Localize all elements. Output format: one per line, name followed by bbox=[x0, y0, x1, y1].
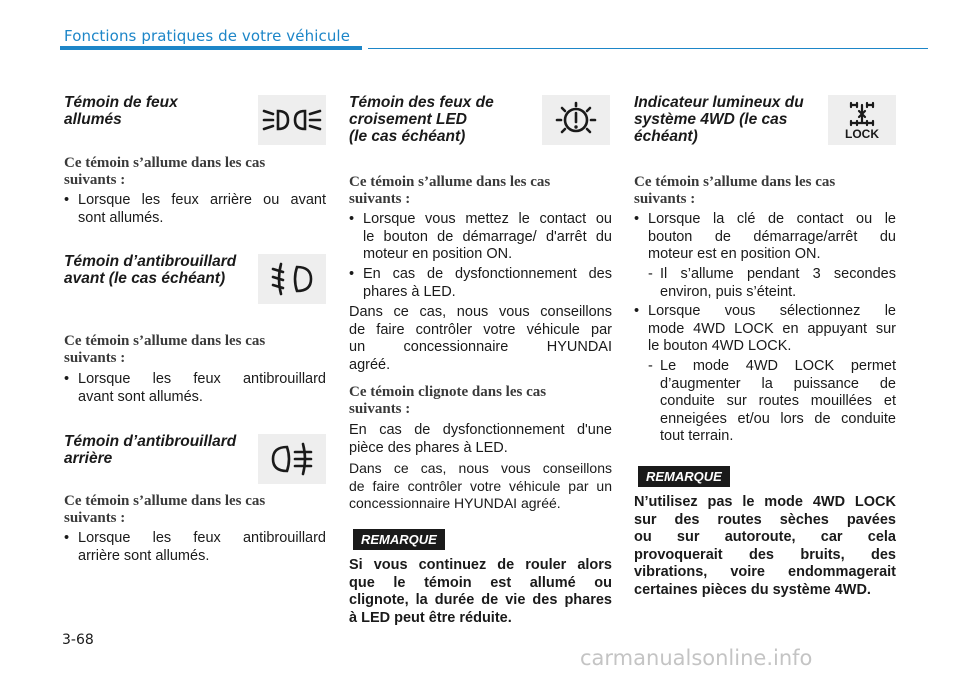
text-line: • Lorsque les feux antibrouillard bbox=[78, 371, 326, 387]
text-line: • En cas de dysfonctionnement des bbox=[363, 266, 612, 282]
text-line: bouton de démarrage/arrêt du bbox=[648, 228, 896, 245]
list-item bbox=[634, 211, 896, 264]
sub-list-item bbox=[634, 358, 896, 446]
text-line: moteur en position ON. bbox=[363, 246, 513, 262]
title-line: arrière bbox=[64, 450, 113, 467]
title-line: échéant) bbox=[634, 128, 698, 145]
heading-line: suivants : bbox=[64, 510, 126, 526]
heading-line: suivants : bbox=[64, 350, 126, 366]
text-line: de faire contrôler votre véhicule par un bbox=[349, 477, 612, 494]
text-line: • Lorsque les feux arrière ou avant bbox=[78, 192, 326, 208]
heading-line: Ce témoin s’allume dans les cas bbox=[634, 174, 836, 190]
text-line: ou sur autoroute, car cela bbox=[634, 529, 896, 545]
list-item bbox=[64, 192, 326, 227]
title-line: (le cas échéant) bbox=[349, 128, 466, 145]
header-rule bbox=[60, 46, 362, 50]
text-line: le bouton 4WD LOCK. bbox=[648, 338, 792, 354]
text-line: Dans ce cas, nous vous conseillons bbox=[349, 304, 612, 320]
list-item bbox=[349, 266, 612, 301]
header-rule-thin bbox=[368, 48, 928, 49]
section-title-front-fog bbox=[64, 253, 259, 287]
text-line: En cas de dysfonctionnement d'une bbox=[349, 422, 612, 438]
text-line: conduite sur routes mouillées et bbox=[660, 393, 896, 409]
text-line: pièce des phares à LED. bbox=[349, 439, 508, 456]
text-line: • Lorsque les feux antibrouillard bbox=[78, 530, 326, 546]
text-line: à LED peut être réduite. bbox=[349, 609, 512, 626]
watermark: carmanualsonline.info bbox=[580, 646, 813, 670]
text-line: - Il s’allume pendant 3 secondes bbox=[660, 266, 896, 282]
title-line: Indicateur lumineux du bbox=[634, 94, 804, 111]
text-line: - Le mode 4WD LOCK permet bbox=[660, 358, 896, 374]
text-line: de faire contrôler votre véhicule par bbox=[349, 321, 612, 338]
text-line: tout terrain. bbox=[660, 428, 734, 444]
title-line: Témoin de feux bbox=[64, 94, 178, 111]
text-line: un concessionnaire HYUNDAI bbox=[349, 339, 612, 355]
title-line: système 4WD (le cas bbox=[634, 111, 788, 128]
note-badge: REMARQUE bbox=[638, 466, 730, 487]
rear-fog-light-icon bbox=[258, 434, 326, 484]
headlight-indicator-icon bbox=[258, 95, 326, 145]
heading-line: suivants : bbox=[349, 191, 411, 207]
icon-label: LOCK bbox=[845, 126, 879, 141]
section-title-led bbox=[349, 94, 534, 145]
heading-line: suivants : bbox=[634, 191, 696, 207]
text-line: • Lorsque vous sélectionnez le bbox=[648, 303, 896, 319]
list-item bbox=[64, 371, 326, 406]
text-line: concessionnaire HYUNDAI agréé. bbox=[349, 495, 561, 511]
heading-line: suivants : bbox=[349, 401, 411, 417]
title-line: allumés bbox=[64, 111, 122, 128]
title-line: avant (le cas échéant) bbox=[64, 270, 226, 287]
section-heading bbox=[64, 493, 326, 527]
4wd-lock-icon bbox=[828, 95, 896, 145]
text-line: le bouton de démarrage/ d'arrêt du bbox=[363, 228, 612, 245]
paragraph bbox=[349, 422, 612, 457]
heading-line: Ce témoin s’allume dans les cas bbox=[349, 174, 551, 190]
list-item bbox=[349, 211, 612, 264]
text-line: phares à LED. bbox=[363, 283, 456, 300]
header-title: Fonctions pratiques de votre véhicule bbox=[64, 27, 351, 45]
text-line: sont allumés. bbox=[78, 209, 164, 226]
list-item bbox=[634, 303, 896, 356]
text-line: arrière sont allumés. bbox=[78, 547, 210, 564]
text-line: Dans ce cas, nous vous conseillons bbox=[349, 460, 612, 476]
text-line: vibrations, voire endommagerait bbox=[634, 564, 896, 580]
text-line: mode 4WD LOCK en appuyant sur bbox=[648, 320, 896, 337]
text-line: certaines pièces du système 4WD. bbox=[634, 581, 871, 598]
paragraph bbox=[349, 304, 612, 374]
note-badge: REMARQUE bbox=[353, 529, 445, 550]
title-line: Témoin d’antibrouillard bbox=[64, 433, 237, 450]
text-line: • Lorsque la clé de contact ou le bbox=[648, 211, 896, 227]
section-heading bbox=[64, 155, 326, 189]
note-text bbox=[349, 557, 612, 627]
heading-line: Ce témoin clignote dans les cas bbox=[349, 384, 547, 400]
title-line: Témoin d’antibrouillard bbox=[64, 253, 237, 270]
text-line: N’utilisez pas le mode 4WD LOCK bbox=[634, 494, 896, 510]
page-number: 3-68 bbox=[62, 632, 94, 648]
heading-line: Ce témoin s’allume dans les cas bbox=[64, 493, 266, 509]
text-line: moteur est en position ON. bbox=[648, 246, 821, 262]
heading-line: suivants : bbox=[64, 172, 126, 188]
heading-line: Ce témoin s’allume dans les cas bbox=[64, 333, 266, 349]
text-line: sur des routes sèches pavées bbox=[634, 511, 896, 528]
text-line: avant sont allumés. bbox=[78, 388, 203, 405]
section-title-rear-fog bbox=[64, 433, 259, 467]
title-line: Témoin des feux de bbox=[349, 94, 494, 111]
text-line: • Lorsque vous mettez le contact ou bbox=[363, 211, 612, 227]
section-heading bbox=[349, 174, 612, 208]
text-line: Si vous continuez de rouler alors bbox=[349, 557, 612, 573]
sub-list-item bbox=[634, 266, 896, 301]
text-line: d’augmenter la puissance de bbox=[660, 375, 896, 392]
section-title-headlight bbox=[64, 94, 254, 128]
paragraph bbox=[349, 460, 612, 513]
text-line: que le témoin est allumé ou bbox=[349, 574, 612, 591]
front-fog-light-icon bbox=[258, 254, 326, 304]
section-title-4wd bbox=[634, 94, 826, 145]
led-headlamp-warning-icon bbox=[542, 95, 610, 145]
section-heading bbox=[349, 384, 612, 418]
title-line: croisement LED bbox=[349, 111, 468, 128]
text-line: agréé. bbox=[349, 356, 391, 373]
section-heading bbox=[634, 174, 896, 208]
text-line: enneigées et/ou lors de conduite bbox=[660, 410, 896, 427]
section-heading bbox=[64, 333, 326, 367]
list-item bbox=[64, 530, 326, 565]
text-line: clignote, la durée de vie des phares bbox=[349, 592, 612, 608]
heading-line: Ce témoin s’allume dans les cas bbox=[64, 155, 266, 171]
text-line: provoquerait des bruits, des bbox=[634, 546, 896, 563]
text-line: environ, puis s’éteint. bbox=[660, 283, 797, 300]
note-text bbox=[634, 494, 896, 599]
